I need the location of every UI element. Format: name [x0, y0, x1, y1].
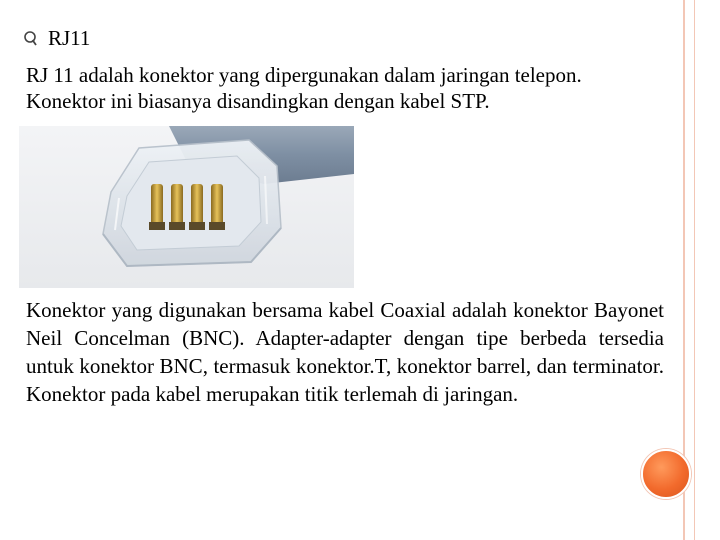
rj11-description-line2: Konektor ini biasanya disandingkan dengan kabel STP. — [26, 89, 490, 113]
slide-heading: RJ11 — [48, 26, 91, 50]
heading-row — [22, 26, 90, 50]
bnc-description: Konektor yang digunakan bersama kabel Coaxial adalah konektor Bayonet Neil Concelman (BNC). Adapter-adapter dengan tipe berbeda tersedia untuk konektor BNC, termasuk konektor.T, konektor barrel, dan terminator. Konektor pada kabel merupakan titik terlemah di jaringan. — [26, 298, 664, 406]
decorative-orb — [641, 449, 691, 499]
decorative-rule-thin — [694, 0, 695, 540]
rj11-description-line1: RJ 11 adalah konektor yang dipergunakan dalam jaringan telepon. — [26, 63, 582, 87]
rj11-connector-photo — [19, 126, 354, 288]
q-bullet-icon — [22, 28, 38, 48]
rj11-description — [26, 62, 666, 114]
